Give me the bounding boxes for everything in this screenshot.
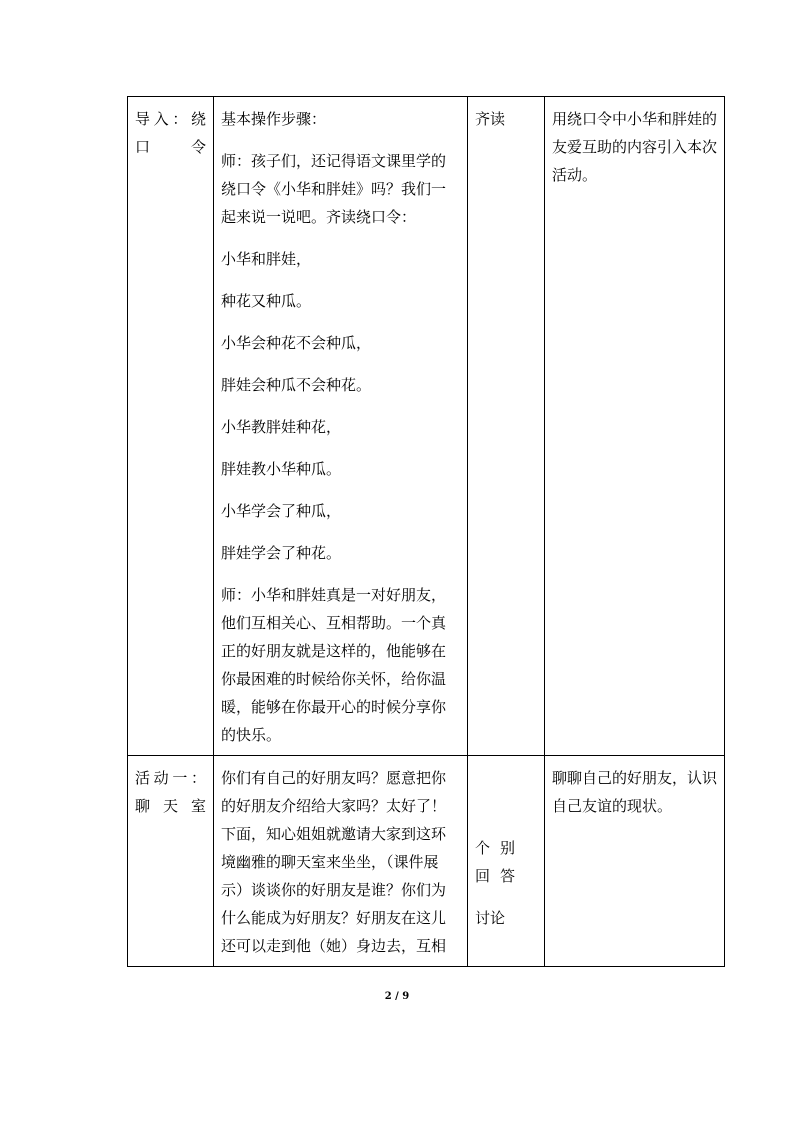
- method-label: 齐读: [475, 110, 506, 128]
- content-cell: [214, 756, 468, 967]
- page-number: 2 / 9: [384, 991, 410, 1002]
- stage-label: 导入：绕口令: [135, 110, 206, 156]
- purpose-cell: [545, 756, 725, 967]
- content-paragraph: 胖娃教小华种瓜。: [221, 460, 342, 478]
- content-paragraph: 小华会种花不会种瓜，: [221, 334, 372, 352]
- content-paragraph: 基本操作步骤：: [221, 110, 327, 128]
- method-label: 讨论: [475, 909, 506, 927]
- purpose-text: 用绕口令中小华和胖娃的友爱互助的内容引入本次活动。: [552, 110, 718, 184]
- table-row: [128, 756, 725, 967]
- content-paragraph: 种花又种瓜。: [221, 292, 312, 310]
- method-cell: [468, 756, 545, 967]
- content-paragraph: 你们有自己的好朋友吗？愿意把你的好朋友介绍给大家吗？太好了！下面，知心姐姐就邀请大家到这环境幽雅的聊天室来坐坐，（课件展示）谈谈你的好朋友是谁？你们为什么能成为好朋友？好朋友在这儿还可以走到他（她）身边去，互相: [221, 769, 447, 955]
- content-paragraph: 师：小华和胖娃真是一对好朋友，他们互相关心、互相帮助。一个真正的好朋友就是这样的，他能够在你最困难的时候给你关怀，给你温暖，能够在你最开心的时候分享你的快乐。: [221, 586, 447, 744]
- stage-cell: [128, 756, 214, 967]
- content-cell: [214, 97, 468, 756]
- content-paragraph: 师：孩子们，还记得语文课里学的绕口令《小华和胖娃》吗？我们一起来说一说吧。齐读绕口令：: [221, 152, 447, 226]
- stage-label: 活动一：聊天室: [135, 769, 206, 815]
- purpose-cell: [545, 97, 725, 756]
- content-paragraph: 胖娃学会了种花。: [221, 544, 342, 562]
- content-paragraph: 小华和胖娃，: [221, 250, 312, 268]
- lesson-plan-table: [127, 96, 725, 967]
- method-label: 个别回答: [475, 839, 526, 885]
- purpose-text: 聊聊自己的好朋友，认识自己友谊的现状。: [552, 769, 718, 815]
- content-paragraph: 小华学会了种瓜，: [221, 502, 342, 520]
- content-paragraph: 胖娃会种瓜不会种花。: [221, 376, 372, 394]
- content-paragraph: 小华教胖娃种花，: [221, 418, 342, 436]
- method-cell: [468, 97, 545, 756]
- stage-cell: [128, 97, 214, 756]
- table-row: [128, 97, 725, 756]
